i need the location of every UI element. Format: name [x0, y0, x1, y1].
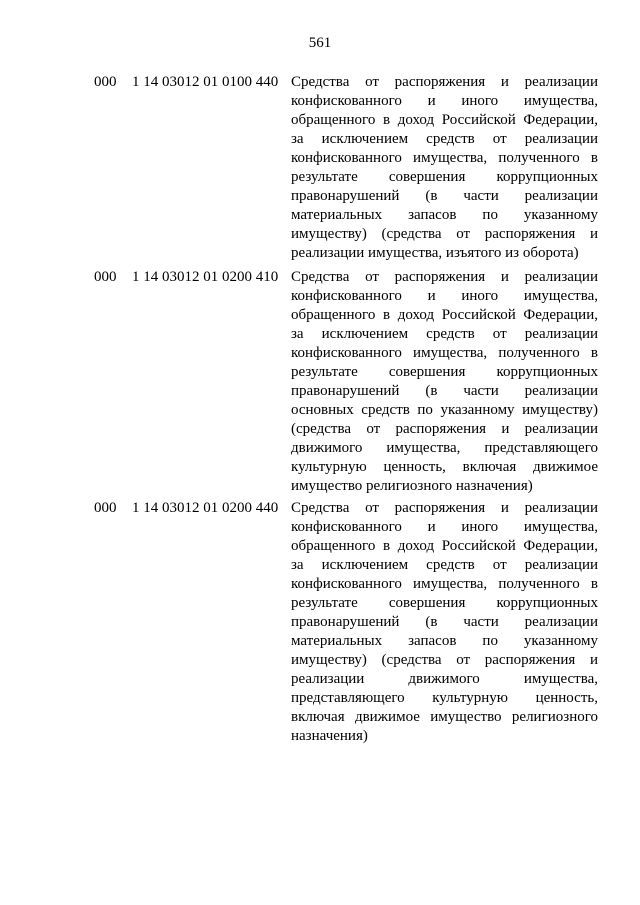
- admin-code: 000: [94, 269, 117, 285]
- budget-classification-code: 1 14 03012 01 0100 440: [132, 74, 279, 90]
- page-number: 561: [308, 35, 332, 51]
- entry-description: Средства от распоряжения и реализации конфискованного и иного имущества, обращенного в доход Российской Федерации, за исключением средств от реализации конфискованного имущества, полученного в результате совершения коррупционных правонарушений (в части реализации материальных запасов по указанному имуществу) (средства от распоряжения и реализации имущества, изъятого из оборота): [291, 74, 598, 261]
- admin-code: 000: [94, 74, 117, 90]
- entry-description: Средства от распоряжения и реализации конфискованного и иного имущества, обращенного в доход Российской Федерации, за исключением средств от реализации конфискованного имущества, полученного в результате совершения коррупционных правонарушений (в части реализации материальных запасов по указанному имуществу) (средства от распоряжения и реализации движимого имущества, представляющего культурную ценность, включая движимое имущество религиозного назначения): [291, 500, 598, 744]
- budget-classification-code: 1 14 03012 01 0200 410: [132, 269, 279, 285]
- admin-code: 000: [94, 500, 117, 516]
- entry-description: Средства от распоряжения и реализации конфискованного и иного имущества, обращенного в доход Российской Федерации, за исключением средств от реализации конфискованного имущества, полученного в результате совершения коррупционных правонарушений (в части реализации основных средств по указанному имуществу) (средства от распоряжения и реализации движимого имущества, представляющего культурную ценность, включая движимое имущество религиозного назначения): [291, 269, 598, 494]
- budget-classification-code: 1 14 03012 01 0200 440: [132, 500, 279, 516]
